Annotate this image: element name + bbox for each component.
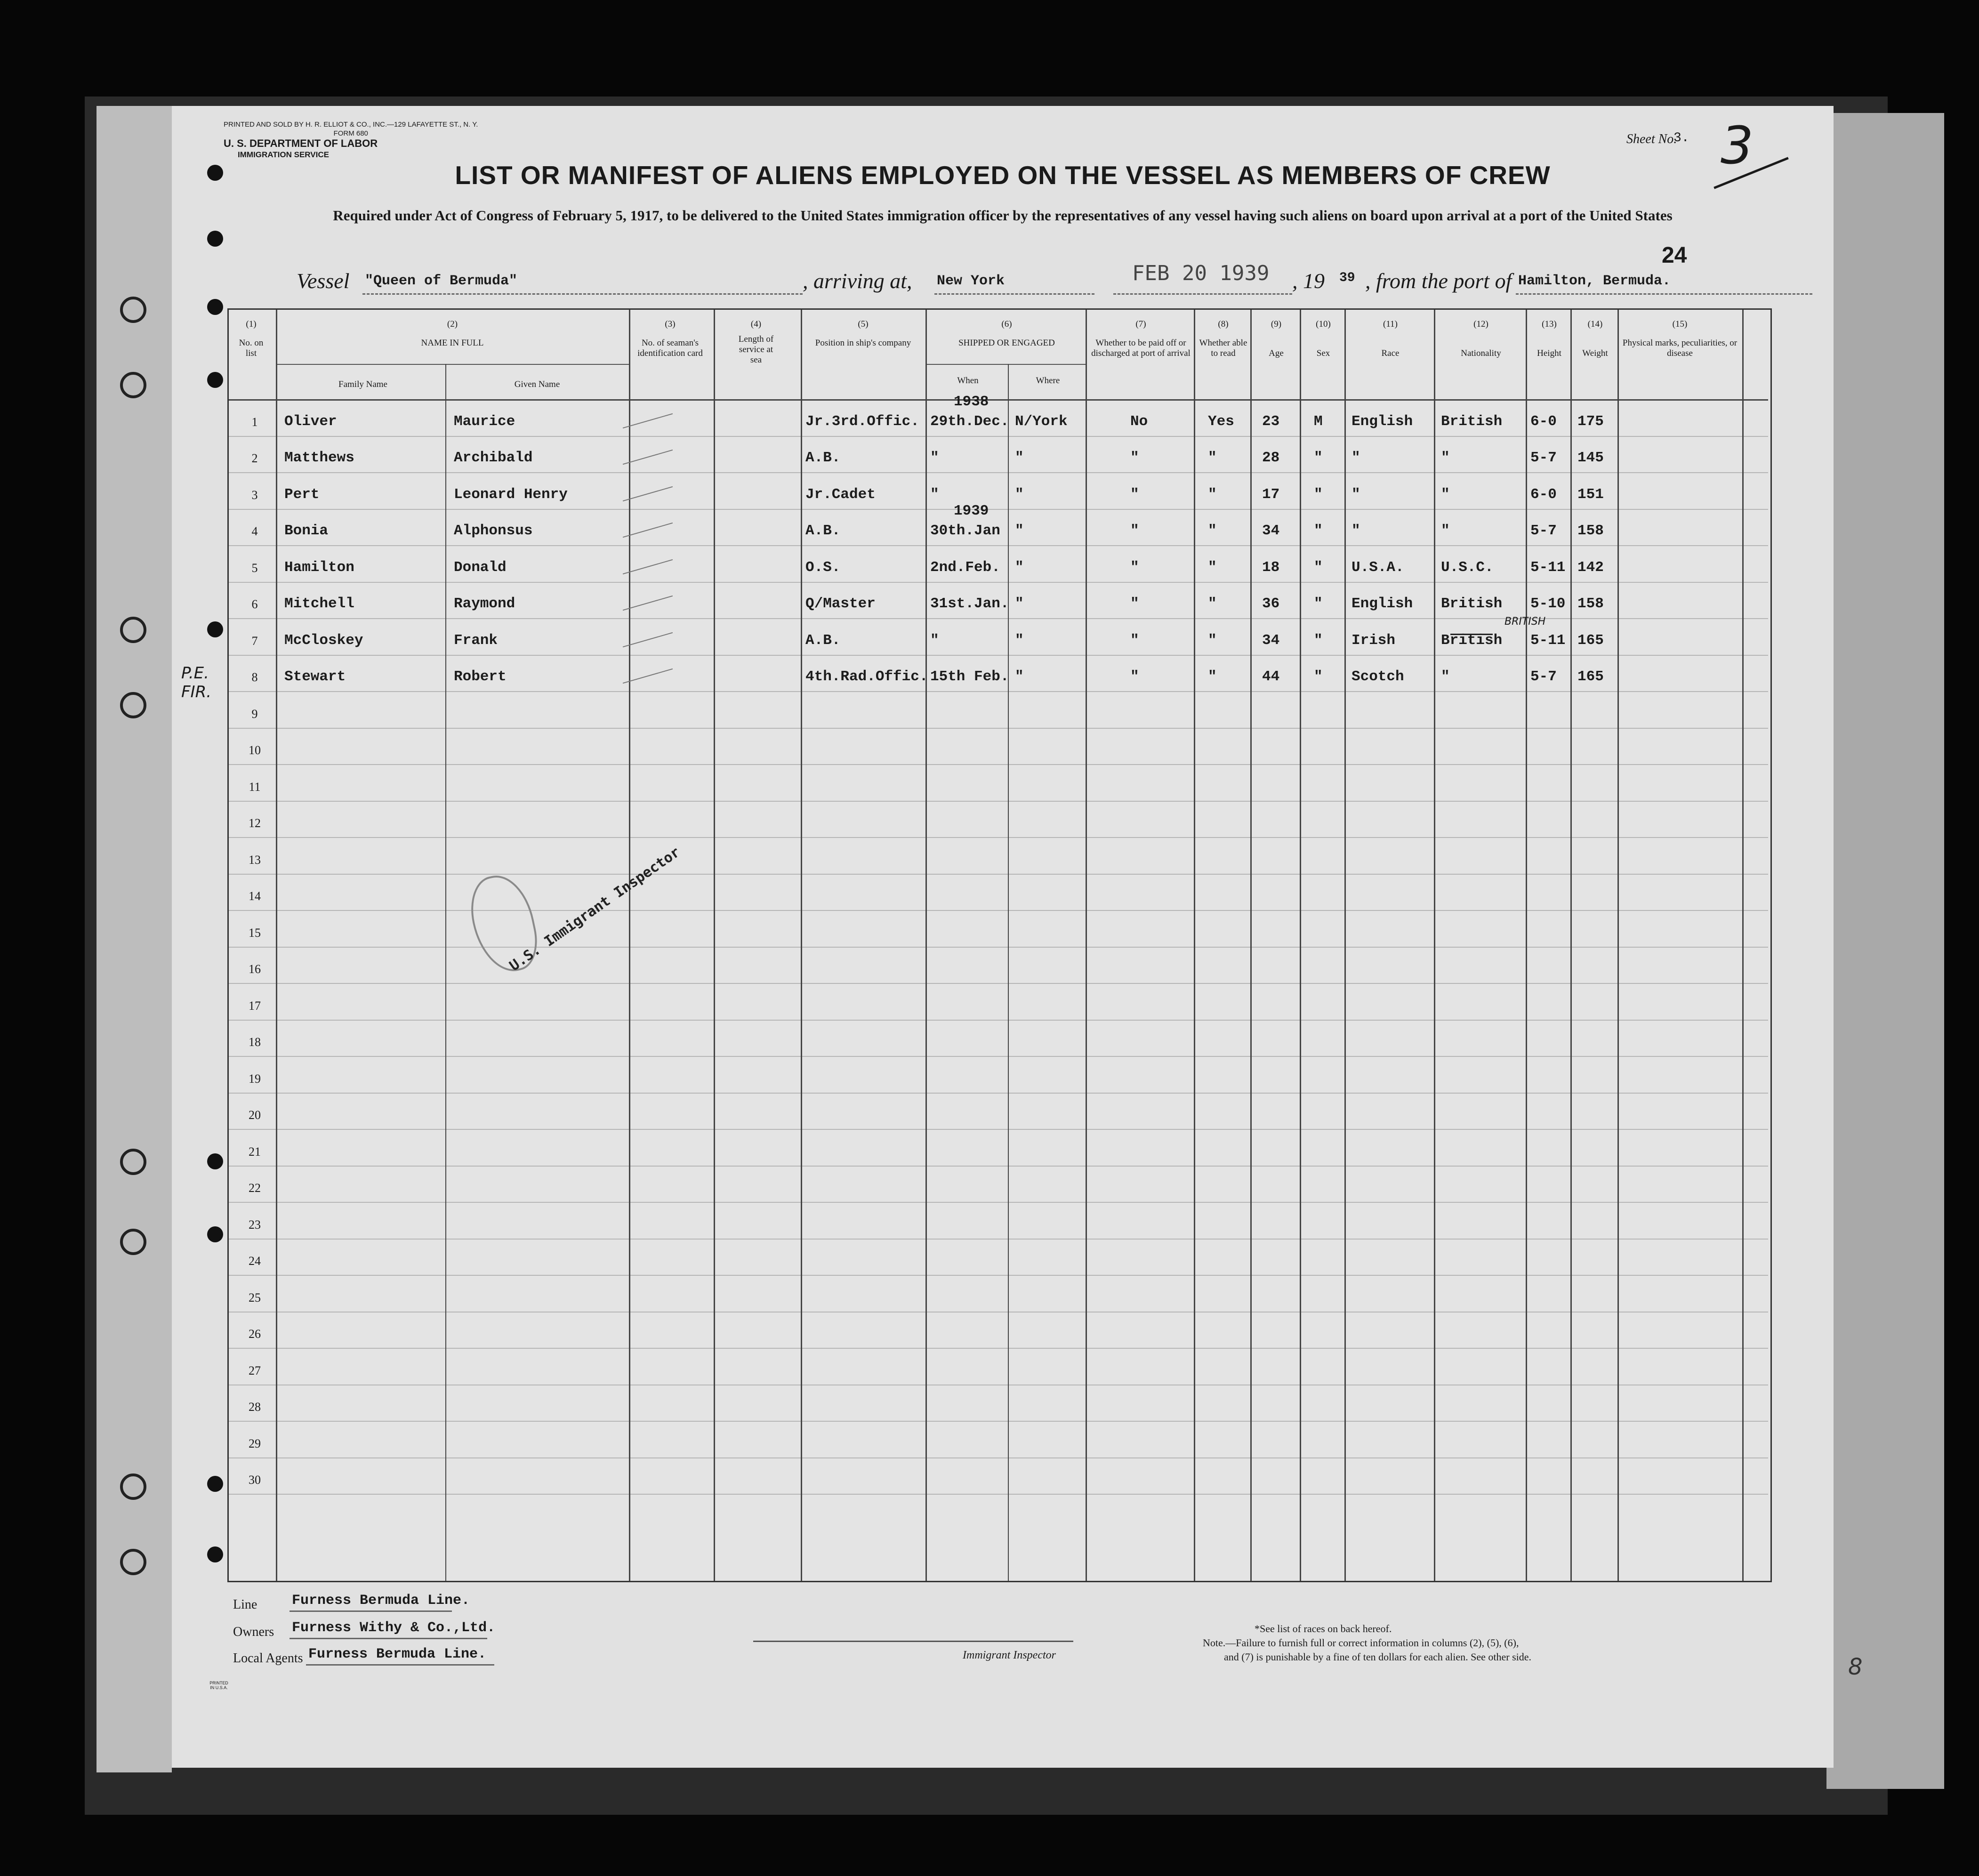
crew-age: 28 bbox=[1262, 450, 1280, 466]
manifest-page bbox=[172, 106, 1863, 1768]
row-rule bbox=[229, 1020, 1768, 1021]
crew-nationality: " bbox=[1441, 450, 1450, 466]
row-rule bbox=[229, 509, 1768, 510]
crew-shipped-year: 1939 bbox=[954, 503, 989, 519]
row-rule bbox=[229, 947, 1768, 948]
owners-label: Owners bbox=[233, 1625, 274, 1639]
crew-race: Scotch bbox=[1352, 668, 1404, 685]
crew-weight: 158 bbox=[1577, 596, 1604, 612]
underlying-sheet bbox=[1826, 113, 1944, 1789]
column-rule bbox=[1617, 310, 1619, 1581]
crew-shipped-where: N/York bbox=[1015, 413, 1068, 430]
sheet-label: Sheet No. bbox=[1626, 132, 1677, 146]
col2-given-header: Given Name bbox=[514, 379, 560, 389]
row-number: 30 bbox=[249, 1473, 261, 1487]
row-number: 1 bbox=[251, 415, 258, 429]
row-rule bbox=[229, 728, 1768, 729]
crew-able-to-read: " bbox=[1208, 523, 1217, 539]
crew-shipped-where: " bbox=[1015, 596, 1024, 612]
row-number: 25 bbox=[249, 1290, 261, 1304]
punch-hole bbox=[207, 231, 223, 247]
row-rule bbox=[229, 1166, 1768, 1167]
col12-header: (12) Nationality bbox=[1461, 319, 1501, 358]
crew-weight: 151 bbox=[1577, 486, 1604, 503]
crew-age: 36 bbox=[1262, 596, 1280, 612]
crew-shipped-when: 30th.Jan bbox=[930, 523, 1000, 539]
col6-header: (6) SHIPPED OR ENGAGED bbox=[958, 319, 1055, 348]
column-rule bbox=[1250, 310, 1252, 1581]
row-number: 20 bbox=[249, 1108, 261, 1122]
crew-weight: 165 bbox=[1577, 668, 1604, 685]
punch-hole bbox=[207, 299, 223, 315]
crew-paid-off: " bbox=[1130, 559, 1139, 576]
crew-able-to-read: " bbox=[1208, 596, 1217, 612]
crew-family-name: Hamilton bbox=[284, 559, 354, 576]
year-prefix: , 19 bbox=[1292, 269, 1325, 293]
row-number: 3 bbox=[251, 488, 258, 502]
header-bottom-rule bbox=[229, 399, 1768, 401]
row-rule bbox=[229, 1494, 1768, 1495]
crew-age: 18 bbox=[1262, 559, 1280, 576]
col1-header: (1) No. on list bbox=[239, 319, 264, 358]
port-underline bbox=[934, 293, 1094, 295]
british-correction: BRITISH bbox=[1504, 616, 1546, 628]
crew-shipped-when: 2nd.Feb. bbox=[930, 559, 1000, 576]
binder-ring bbox=[120, 1229, 146, 1255]
crew-age: 23 bbox=[1262, 413, 1280, 430]
vessel-label: Vessel bbox=[297, 269, 350, 293]
crew-paid-off: " bbox=[1130, 450, 1139, 466]
crew-shipped-when: 15th Feb. bbox=[930, 668, 1009, 685]
col11-header: (11) Race bbox=[1381, 319, 1400, 358]
crew-shipped-when: 29th.Dec. bbox=[930, 413, 1009, 430]
crew-family-name: Pert bbox=[284, 486, 320, 503]
crew-position: A.B. bbox=[805, 523, 841, 539]
crew-sex: " bbox=[1314, 486, 1323, 503]
crew-nationality: " bbox=[1441, 668, 1450, 685]
fine-note-2: and (7) is punishable by a fine of ten dollars for each alien. See other side. bbox=[1224, 1651, 1532, 1663]
row-number: 24 bbox=[249, 1254, 261, 1268]
owners-value: Furness Withy & Co.,Ltd. bbox=[292, 1620, 496, 1636]
binder-ring bbox=[120, 617, 146, 643]
column-rule bbox=[276, 310, 277, 1581]
crew-sex: M bbox=[1314, 413, 1323, 430]
row-rule bbox=[229, 1129, 1768, 1130]
year-typed: 39 bbox=[1339, 271, 1355, 285]
races-note: *See list of races on back hereof. bbox=[1255, 1623, 1392, 1634]
from-port: Hamilton, Bermuda. bbox=[1518, 273, 1671, 289]
crew-shipped-where: " bbox=[1015, 559, 1024, 576]
crew-shipped-where: " bbox=[1015, 668, 1024, 685]
col13-header: (13) Height bbox=[1537, 319, 1561, 358]
from-underline bbox=[1516, 293, 1812, 295]
row-number: 4 bbox=[251, 524, 258, 538]
row-number: 21 bbox=[249, 1144, 261, 1159]
row-rule bbox=[229, 436, 1768, 437]
date-underline bbox=[1113, 293, 1292, 295]
crew-race: English bbox=[1352, 413, 1413, 430]
strike-through bbox=[1450, 634, 1493, 635]
margin-note: P.E. FIR. bbox=[181, 664, 212, 701]
crew-race: " bbox=[1352, 486, 1360, 503]
printer-credit: PRINTED AND SOLD BY H. R. ELLIOT & CO., INC.—129 LAFAYETTE ST., N. Y. FORM 680 bbox=[224, 121, 478, 137]
crew-age: 34 bbox=[1262, 632, 1280, 649]
fine-note-1: Note.—Failure to furnish full or correct information in columns (2), (5), (6), bbox=[1203, 1637, 1519, 1649]
row-rule bbox=[229, 1275, 1768, 1276]
row-rule bbox=[229, 1202, 1768, 1203]
crew-position: Jr.3rd.Offic. bbox=[805, 413, 919, 430]
crew-weight: 175 bbox=[1577, 413, 1604, 430]
column-rule bbox=[714, 310, 715, 1581]
crew-height: 5-11 bbox=[1530, 632, 1566, 649]
crew-shipped-where: " bbox=[1015, 523, 1024, 539]
row-rule bbox=[229, 874, 1768, 875]
row-rule bbox=[229, 472, 1768, 473]
row-rule bbox=[229, 1093, 1768, 1094]
printed-mark: PRINTED IN U.S.A. bbox=[209, 1681, 228, 1690]
crew-nationality: British bbox=[1441, 632, 1503, 649]
line-value: Furness Bermuda Line. bbox=[292, 1593, 470, 1609]
crew-position: Q/Master bbox=[805, 596, 876, 612]
col4-header: (4) Length of service at sea bbox=[738, 319, 774, 365]
crew-given-name: Donald bbox=[454, 559, 507, 576]
row-number: 29 bbox=[249, 1436, 261, 1450]
from-label: , from the port of bbox=[1365, 269, 1512, 293]
row-rule bbox=[229, 837, 1768, 838]
crew-able-to-read: " bbox=[1208, 559, 1217, 576]
crew-able-to-read: " bbox=[1208, 668, 1217, 685]
column-rule bbox=[1086, 310, 1087, 1581]
binder-ring bbox=[120, 1473, 146, 1500]
col2-header: (2) NAME IN FULL bbox=[421, 319, 484, 348]
row-rule bbox=[229, 1239, 1768, 1240]
crew-family-name: Matthews bbox=[284, 450, 354, 466]
crew-sex: " bbox=[1314, 668, 1323, 685]
crew-given-name: Robert bbox=[454, 668, 507, 685]
crew-weight: 158 bbox=[1577, 523, 1604, 539]
col5-header: (5) Position in ship's company bbox=[815, 319, 911, 348]
crew-shipped-when: " bbox=[930, 486, 939, 503]
crew-able-to-read: " bbox=[1208, 450, 1217, 466]
crew-nationality: British bbox=[1441, 413, 1503, 430]
row-rule bbox=[229, 910, 1768, 911]
crew-position: A.B. bbox=[805, 632, 841, 649]
inspector-label: Immigrant Inspector bbox=[963, 1649, 1056, 1661]
column-rule bbox=[1526, 310, 1527, 1581]
punch-hole bbox=[207, 1226, 223, 1242]
row-number: 15 bbox=[249, 926, 261, 940]
page-number: 24 bbox=[1662, 243, 1687, 268]
crew-nationality: " bbox=[1441, 486, 1450, 503]
row-rule bbox=[229, 655, 1768, 656]
vessel-underline bbox=[362, 293, 803, 295]
crew-age: 17 bbox=[1262, 486, 1280, 503]
crew-shipped-where: " bbox=[1015, 486, 1024, 503]
crew-paid-off: " bbox=[1130, 668, 1139, 685]
row-number: 19 bbox=[249, 1071, 261, 1086]
crew-given-name: Maurice bbox=[454, 413, 515, 430]
column-rule bbox=[1300, 310, 1301, 1581]
crew-shipped-when: " bbox=[930, 450, 939, 466]
vessel-name: "Queen of Bermuda" bbox=[365, 273, 518, 289]
row-number: 8 bbox=[251, 670, 258, 684]
agents-label: Local Agents bbox=[233, 1651, 303, 1666]
punch-hole bbox=[207, 621, 223, 637]
row-number: 5 bbox=[251, 561, 258, 575]
row-rule bbox=[229, 1056, 1768, 1057]
col9-header: (9) Age bbox=[1269, 319, 1284, 358]
crew-age: 44 bbox=[1262, 668, 1280, 685]
column-rule bbox=[1194, 310, 1195, 1581]
punch-hole bbox=[207, 1546, 223, 1562]
col8-header: (8) Whether able to read bbox=[1199, 319, 1247, 358]
col15-header: (15) Physical marks, peculiarities, or disease bbox=[1622, 319, 1738, 358]
arrival-date-stamp: FEB 20 1939 bbox=[1132, 261, 1270, 285]
crew-height: 5-7 bbox=[1530, 523, 1557, 539]
punch-hole bbox=[207, 1476, 223, 1492]
row-rule bbox=[229, 545, 1768, 546]
crew-sex: " bbox=[1314, 596, 1323, 612]
crew-sex: " bbox=[1314, 450, 1323, 466]
row-number: 17 bbox=[249, 998, 261, 1013]
crew-position: 4th.Rad.Offic. bbox=[805, 668, 928, 685]
crew-shipped-when: 31st.Jan. bbox=[930, 596, 1009, 612]
row-rule bbox=[229, 582, 1768, 583]
column-rule bbox=[801, 310, 802, 1581]
row-rule bbox=[229, 691, 1768, 692]
corner-mark: 8 bbox=[1848, 1654, 1863, 1680]
crew-sex: " bbox=[1314, 559, 1323, 576]
crew-shipped-where: " bbox=[1015, 632, 1024, 649]
column-rule bbox=[445, 364, 446, 1581]
crew-shipped-year: 1938 bbox=[954, 393, 989, 410]
owners-underline bbox=[290, 1638, 487, 1639]
arriving-port: New York bbox=[937, 273, 1005, 289]
row-rule bbox=[229, 983, 1768, 984]
binder-ring bbox=[120, 372, 146, 398]
crew-race: English bbox=[1352, 596, 1413, 612]
crew-given-name: Alphonsus bbox=[454, 523, 533, 539]
crew-paid-off: " bbox=[1130, 632, 1139, 649]
crew-nationality: " bbox=[1441, 523, 1450, 539]
row-number: 28 bbox=[249, 1400, 261, 1414]
col2-family-header: Family Name bbox=[338, 379, 387, 389]
row-rule bbox=[229, 801, 1768, 802]
header-subrule bbox=[276, 364, 629, 365]
crew-family-name: Bonia bbox=[284, 523, 329, 539]
crew-height: 5-7 bbox=[1530, 450, 1557, 466]
binder-ring bbox=[120, 692, 146, 718]
col10-header: (10) Sex bbox=[1316, 319, 1331, 358]
punch-hole bbox=[207, 372, 223, 388]
arriving-label: , arriving at, bbox=[803, 269, 912, 293]
column-rule bbox=[1570, 310, 1572, 1581]
col14-header: (14) Weight bbox=[1582, 319, 1608, 358]
row-number: 23 bbox=[249, 1217, 261, 1232]
binder-ring bbox=[120, 1149, 146, 1175]
crew-shipped-when: " bbox=[930, 632, 939, 649]
crew-weight: 165 bbox=[1577, 632, 1604, 649]
crew-position: O.S. bbox=[805, 559, 841, 576]
row-number: 27 bbox=[249, 1363, 261, 1377]
crew-paid-off: " bbox=[1130, 596, 1139, 612]
row-number: 22 bbox=[249, 1181, 261, 1195]
row-number: 6 bbox=[251, 597, 258, 611]
punch-hole bbox=[207, 1153, 223, 1169]
crew-race: " bbox=[1352, 523, 1360, 539]
crew-shipped-where: " bbox=[1015, 450, 1024, 466]
col7-header: (7) Whether to be paid off or discharged at port of arrival bbox=[1091, 319, 1191, 358]
col3-header: (3) No. of seaman's identification card bbox=[637, 319, 703, 358]
header-subrule bbox=[925, 364, 1086, 365]
sheet-handwritten: 3 bbox=[1721, 115, 1754, 176]
crew-able-to-read: " bbox=[1208, 632, 1217, 649]
crew-paid-off: " bbox=[1130, 523, 1139, 539]
row-number: 10 bbox=[249, 743, 261, 757]
crew-height: 6-0 bbox=[1530, 413, 1557, 430]
column-rule bbox=[629, 310, 630, 1581]
crew-family-name: Oliver bbox=[284, 413, 337, 430]
row-number: 16 bbox=[249, 962, 261, 976]
page-subtitle: Required under Act of Congress of February 5, 1917, to be delivered to the United States immigration officer by the representatives of any vessel having such aliens on board upon arrival at a port of the United States bbox=[333, 207, 1673, 224]
binder-ring bbox=[120, 1549, 146, 1575]
crew-age: 34 bbox=[1262, 523, 1280, 539]
crew-sex: " bbox=[1314, 632, 1323, 649]
agents-value: Furness Bermuda Line. bbox=[308, 1646, 487, 1662]
row-number: 7 bbox=[251, 634, 258, 648]
crew-position: Jr.Cadet bbox=[805, 486, 876, 503]
col6-where-header: Where bbox=[1036, 376, 1060, 386]
crew-family-name: Mitchell bbox=[284, 596, 354, 612]
column-rule bbox=[1434, 310, 1435, 1581]
crew-nationality: British bbox=[1441, 596, 1503, 612]
row-number: 13 bbox=[249, 853, 261, 867]
row-number: 9 bbox=[251, 707, 258, 721]
crew-given-name: Raymond bbox=[454, 596, 515, 612]
row-number: 26 bbox=[249, 1327, 261, 1341]
row-rule bbox=[229, 1457, 1768, 1458]
crew-given-name: Frank bbox=[454, 632, 498, 649]
crew-family-name: McCloskey bbox=[284, 632, 363, 649]
line-label: Line bbox=[233, 1597, 257, 1612]
crew-height: 5-7 bbox=[1530, 668, 1557, 685]
crew-race: " bbox=[1352, 450, 1360, 466]
page-title: LIST OR MANIFEST OF ALIENS EMPLOYED ON THE VESSEL AS MEMBERS OF CREW bbox=[455, 161, 1551, 190]
crew-height: 6-0 bbox=[1530, 486, 1557, 503]
row-rule bbox=[229, 764, 1768, 765]
binder-ring bbox=[120, 297, 146, 323]
row-number: 18 bbox=[249, 1035, 261, 1049]
crew-position: A.B. bbox=[805, 450, 841, 466]
crew-height: 5-10 bbox=[1530, 596, 1566, 612]
col6-when-header: When bbox=[957, 376, 979, 386]
line-underline bbox=[290, 1610, 452, 1612]
column-rule bbox=[1008, 364, 1009, 1581]
binding-strip bbox=[97, 106, 172, 1772]
row-rule bbox=[229, 1421, 1768, 1422]
column-rule bbox=[1742, 310, 1744, 1581]
crew-able-to-read: Yes bbox=[1208, 413, 1234, 430]
crew-given-name: Archibald bbox=[454, 450, 533, 466]
crew-weight: 142 bbox=[1577, 559, 1604, 576]
crew-race: U.S.A. bbox=[1352, 559, 1404, 576]
crew-nationality: U.S.C. bbox=[1441, 559, 1494, 576]
row-number: 11 bbox=[249, 780, 261, 794]
crew-race: Irish bbox=[1352, 632, 1396, 649]
crew-paid-off: " bbox=[1130, 486, 1139, 503]
column-rule bbox=[925, 310, 927, 1581]
inspector-stamp: U.S. Immigrant Inspector bbox=[506, 844, 684, 974]
row-number: 14 bbox=[249, 889, 261, 903]
sheet-value: 3. bbox=[1673, 131, 1689, 145]
column-rule bbox=[1344, 310, 1346, 1581]
department: U. S. DEPARTMENT OF LABOR IMMIGRATION SERVICE bbox=[224, 137, 378, 159]
agents-underline bbox=[306, 1664, 494, 1666]
row-number: 12 bbox=[249, 816, 261, 830]
crew-weight: 145 bbox=[1577, 450, 1604, 466]
crew-family-name: Stewart bbox=[284, 668, 346, 685]
crew-height: 5-11 bbox=[1530, 559, 1566, 576]
row-number: 2 bbox=[251, 451, 258, 465]
crew-sex: " bbox=[1314, 523, 1323, 539]
crew-paid-off: No bbox=[1130, 413, 1148, 430]
crew-able-to-read: " bbox=[1208, 486, 1217, 503]
inspector-signature-line bbox=[753, 1641, 1073, 1642]
row-rule bbox=[229, 1348, 1768, 1349]
crew-given-name: Leonard Henry bbox=[454, 486, 568, 503]
